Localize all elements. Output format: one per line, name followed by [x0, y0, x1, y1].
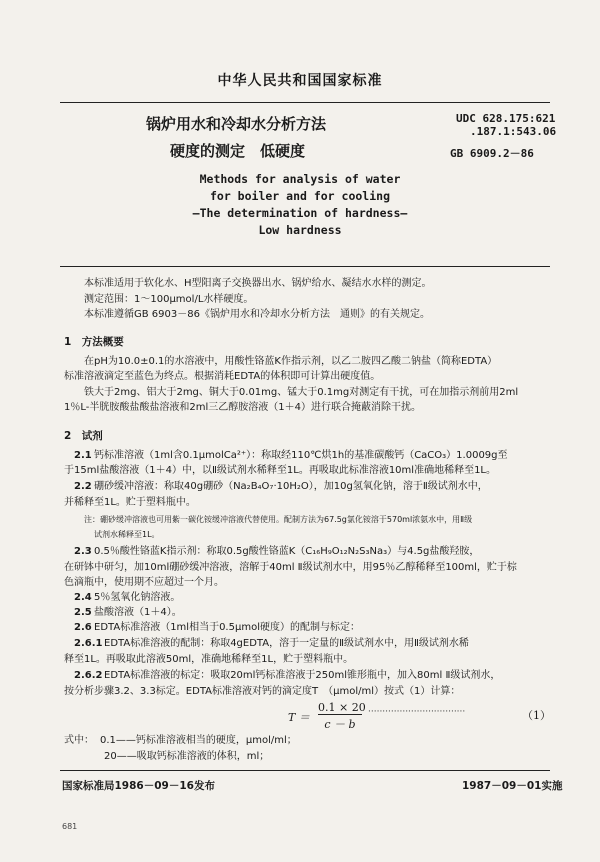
- item-number: 2.4: [74, 592, 92, 603]
- item-number: 2.5: [74, 607, 92, 618]
- formula-numerator: 0.1 × 20: [318, 701, 366, 714]
- section-1-heading: 1 方法概要: [64, 336, 124, 348]
- item-number: 2.6.2: [74, 670, 103, 681]
- item-2-6-1-text: EDTA标准溶液的配制：称取4gEDTA，溶于一定量的Ⅱ级试剂水中，用Ⅱ级试剂水稀: [104, 638, 469, 649]
- where-item: 0.1——钙标准溶液相当的硬度，μmol/ml；: [100, 735, 297, 746]
- item-2-3-text: 0.5％酸性铬蓝K指示剂：称取0.5g酸性铬蓝K（C₁₆H₉O₁₂N₂S₃Na₃）与4.5g盐酸羟胺，: [94, 546, 480, 557]
- standard-title: 中华人民共和国国家标准: [217, 73, 383, 89]
- item-2-5-text: 盐酸溶液（1＋4）。: [94, 607, 182, 618]
- formula-lhs: T ＝: [288, 711, 310, 724]
- item-2-2-text: 并稀释至1L。贮于塑料瓶中。: [64, 497, 196, 508]
- udc-line2: .187.1:543.06: [470, 125, 557, 138]
- gb-number: GB 6909.2－86: [450, 147, 534, 160]
- title-en-line4: Low hardness: [258, 223, 342, 237]
- section-1-text: 在pH为10.0±0.1的水溶液中，用酸性铬蓝K作指示剂，以乙二胺四乙酸二钠盐（简称EDTA）: [84, 356, 498, 367]
- note-text: 注：硼砂缓冲溶液也可用紫一碳化铵缓冲溶液代替使用。配制方法为67.5g氯化铵溶于570ml浓氨水中，用Ⅱ级: [84, 515, 473, 524]
- formula-number: （1）: [522, 709, 551, 722]
- where-item: 20——吸取钙标准溶液的体积，ml；: [104, 751, 270, 762]
- title-en-line1: Methods for analysis of water: [199, 172, 401, 186]
- intro-range: 测定范围：1～100μmol/L水样硬度。: [84, 294, 254, 305]
- page-number: 681: [62, 822, 78, 831]
- title-en-line3: —The determination of hardness—: [192, 206, 408, 220]
- header-rule: [60, 102, 550, 103]
- item-2-6-2-text: EDTA标准溶液的标定：吸取20ml钙标准溶液于250ml锥形瓶中，加入80ml Ⅱ级试剂水，: [104, 670, 501, 681]
- where-label: 式中：: [64, 735, 94, 746]
- title-en-line2: for boiler and for cooling: [209, 189, 390, 203]
- title-cn-line2: 硬度的测定 低硬度: [170, 142, 306, 160]
- item-number: 2.6.1: [74, 638, 103, 649]
- item-2-1-text: 于15ml盐酸溶液（1＋4）中，以Ⅱ级试剂水稀释至1L。再吸取此标准溶液10ml准确地稀释至1L。: [64, 465, 497, 476]
- section-1-text: 1％L-半胱胺酸盐酸盐溶液和2ml三乙醇胺溶液（1＋4）进行联合掩蔽消除干扰。: [64, 402, 421, 413]
- footer-rule: [60, 770, 550, 771]
- formula-dots: ··································: [368, 707, 466, 717]
- intro-scope: 本标准适用于软化水、H型阳离子交换器出水、锅炉给水、凝结水水样的测定。: [84, 278, 432, 289]
- item-2-3-text: 色滴瓶中，使用期不应超过一个月。: [64, 577, 224, 588]
- udc-line1: UDC 628.175:621: [456, 112, 556, 125]
- formula-fraction-bar: [318, 714, 362, 715]
- section-2-heading: 2 试剂: [64, 430, 103, 442]
- intro-reference: 本标准遵循GB 6903－86《锅炉用水和冷却水分析方法 通则》的有关规定。: [84, 309, 430, 320]
- item-2-2-text: 硼砂缓冲溶液：称取40g硼砂（Na₂B₄O₇·10H₂O），加10g氢氧化钠，溶于Ⅱ级试剂水中，: [94, 481, 488, 492]
- item-number: 2.1: [74, 450, 92, 461]
- item-number: 2.6: [74, 622, 92, 633]
- item-number: 2.2: [74, 481, 92, 492]
- title-cn-line1: 锅炉用水和冷却水分析方法: [146, 115, 327, 133]
- item-2-6-2-text: 按分析步骤3.2、3.3标定。EDTA标准溶液对钙的滴定度T （μmol/ml）按式（1）计算：: [64, 686, 461, 697]
- note-text: 试剂水稀释至1L。: [94, 530, 160, 539]
- item-2-3-text: 在研钵中研匀，加10ml硼砂缓冲溶液，溶解于40ml Ⅱ级试剂水中，用95％乙醇稀释至100ml，贮于棕: [64, 562, 517, 573]
- item-2-6-1-text: 释至1L。再吸取此溶液50ml，准确地稀释至1L，贮于塑料瓶中。: [64, 654, 354, 665]
- formula-denominator: c － b: [324, 718, 356, 731]
- item-2-4-text: 5％氢氧化钠溶液。: [94, 592, 181, 603]
- item-number: 2.3: [74, 546, 92, 557]
- title-rule: [60, 266, 550, 267]
- issue-date: 国家标准局1986－09－16发布: [62, 780, 215, 792]
- section-1-text: 铁大于2mg、铝大于2mg、铜大于0.01mg、锰大于0.1mg对测定有干扰，可在加指示剂前用2ml: [84, 387, 519, 398]
- implementation-date: 1987－09－01实施: [462, 780, 563, 792]
- section-1-text: 标准溶液滴定至蓝色为终点。根据消耗EDTA的体积即可计算出硬度值。: [64, 371, 381, 382]
- item-2-6-text: EDTA标准溶液（1ml相当于0.5μmol硬度）的配制与标定：: [94, 622, 360, 633]
- item-2-1-text: 钙标准溶液（1ml含0.1μmolCa²⁺）：称取经110℃烘1h的基准碳酸钙（CaCO₃）1.0009g至: [94, 450, 508, 461]
